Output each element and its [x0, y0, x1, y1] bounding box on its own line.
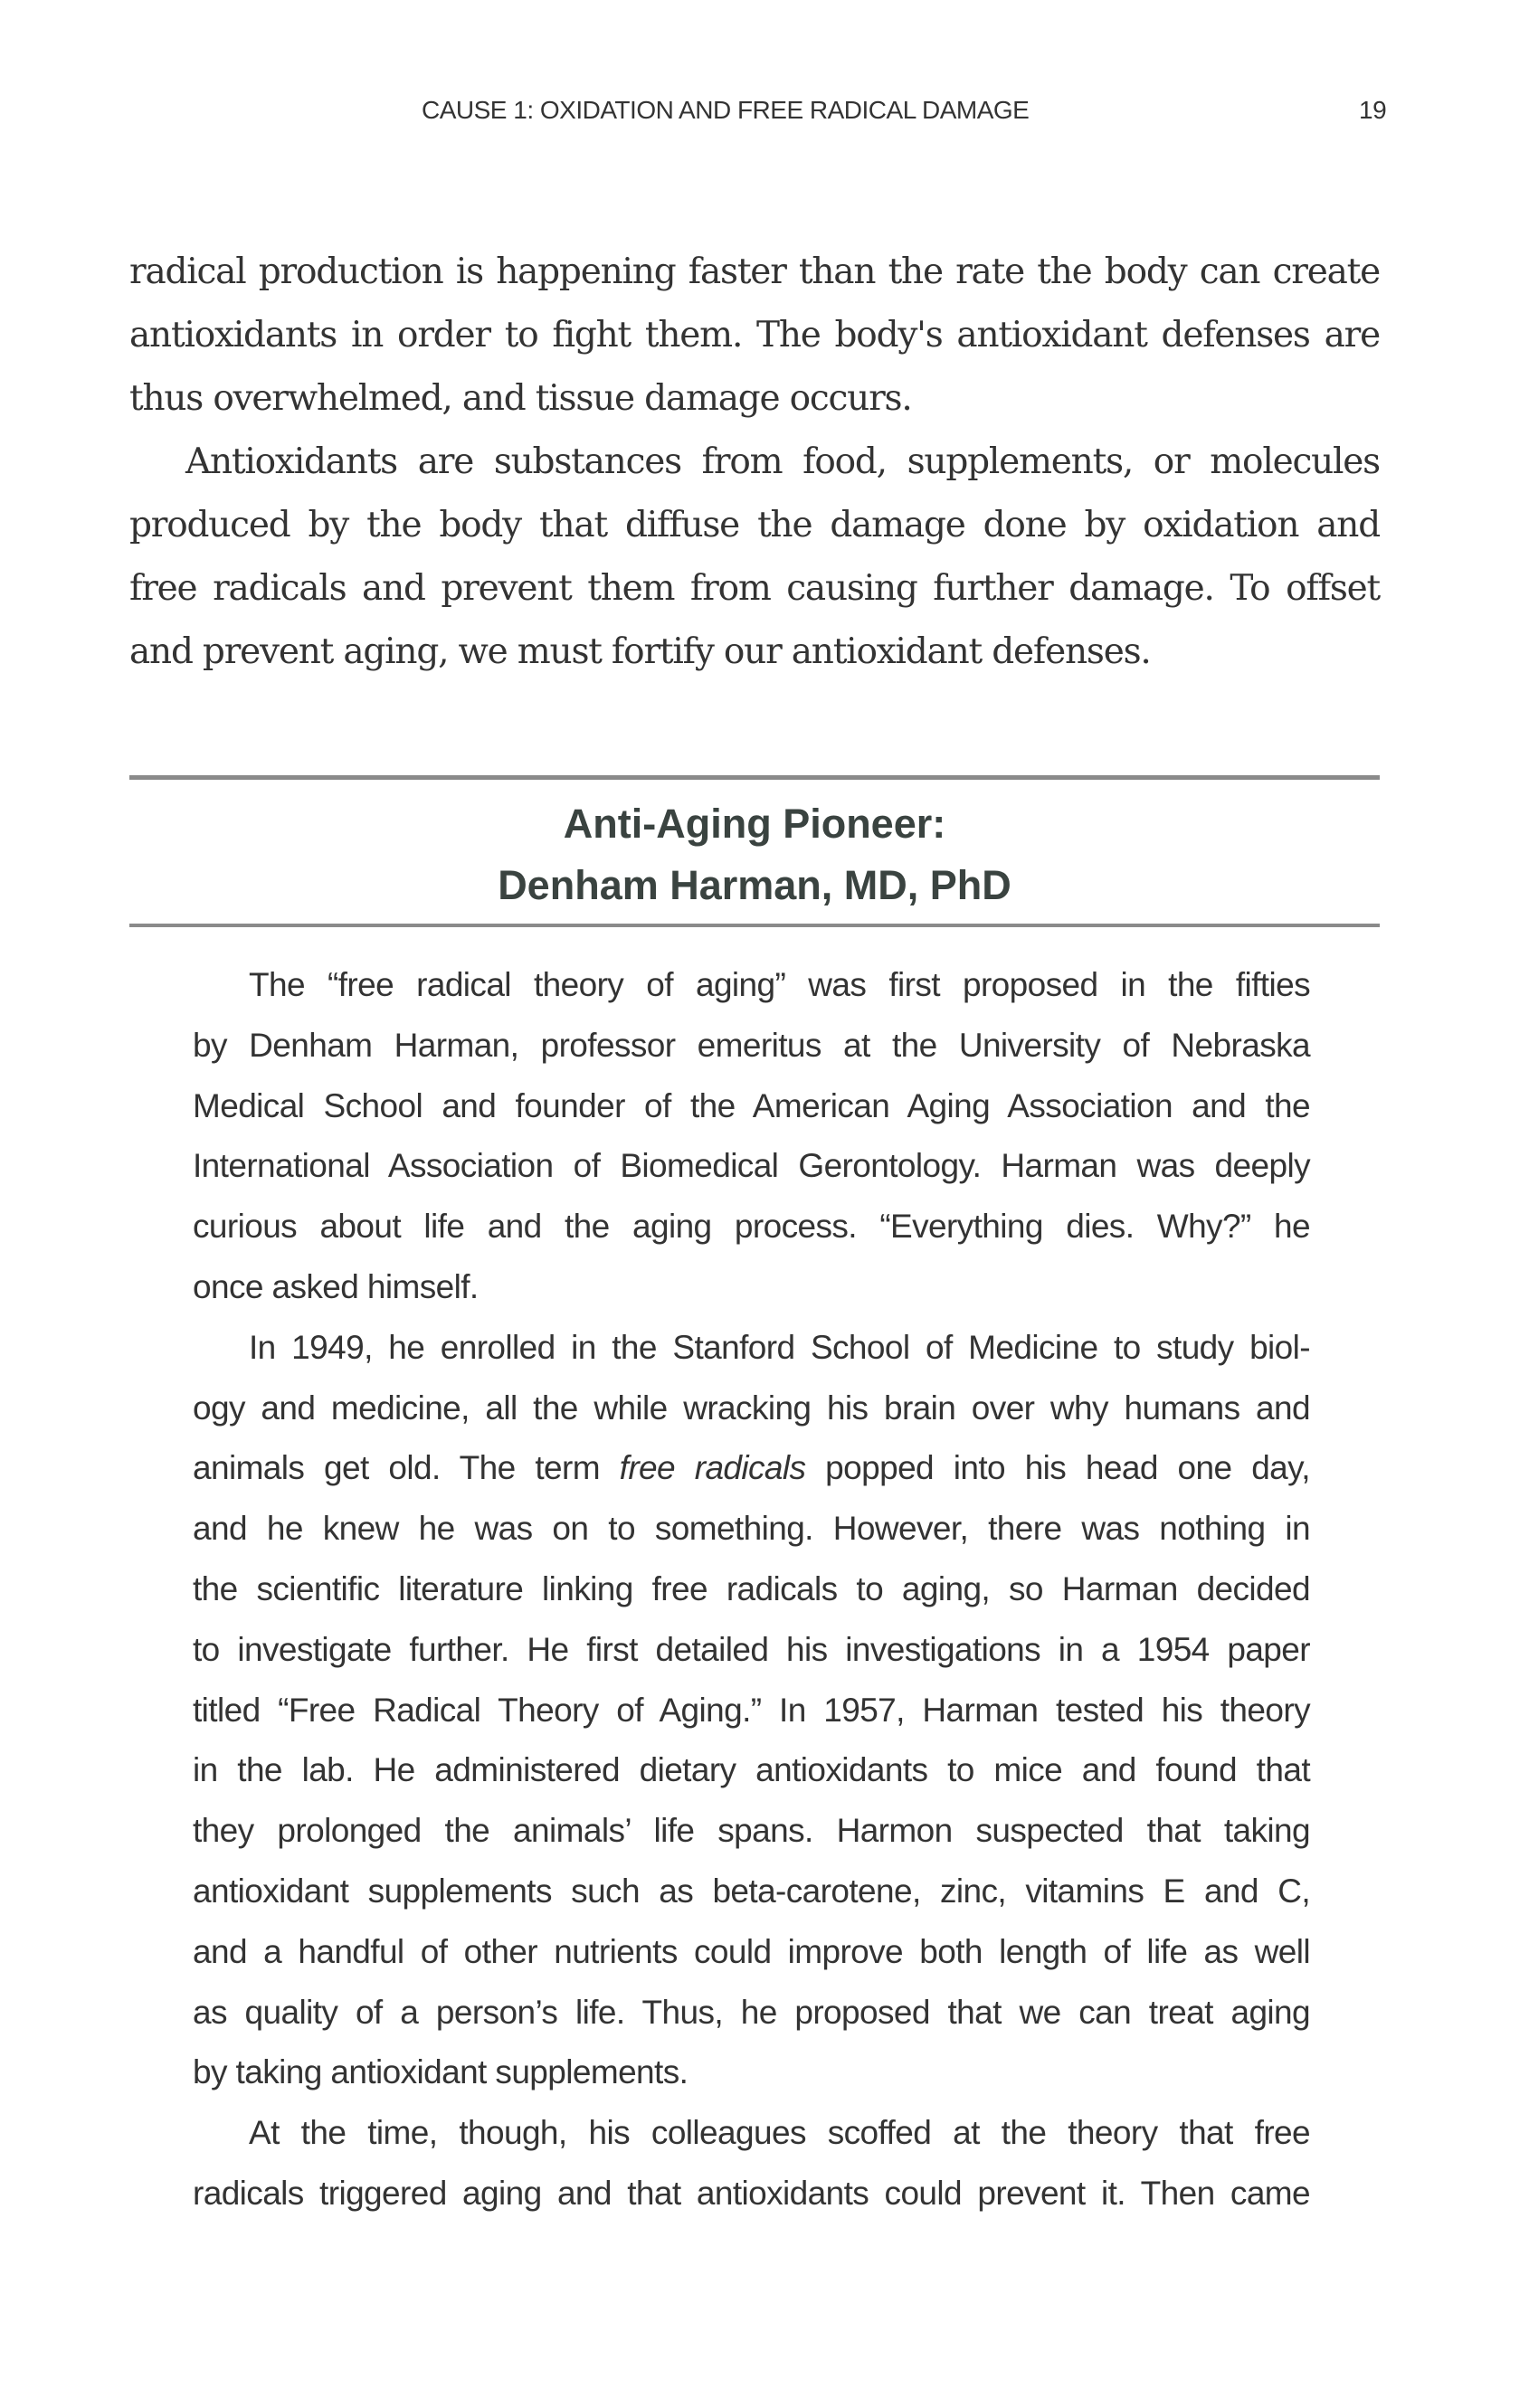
sidebar-line: radicals triggered aging and that antioxidants could prevent it. Then came: [193, 2174, 1310, 2212]
sidebar-top-rule: [129, 775, 1380, 780]
sidebar-line: International Association of Biomedical Gerontology. Harman was deeply: [193, 1147, 1310, 1185]
body-line: and prevent aging, we must fortify our antioxidant defenses.: [129, 631, 1151, 672]
sidebar-text: [193, 955, 1310, 2224]
text: popped into his head one day,: [805, 1449, 1310, 1487]
sidebar-line: curious about life and the aging process. “Everything dies. Why?” he: [193, 1208, 1310, 1246]
sidebar-line: In 1949, he enrolled in the Stanford School of Medicine to study biol-: [249, 1328, 1310, 1366]
italic-term: free radicals: [619, 1449, 806, 1487]
body-line: thus overwhelmed, and tissue damage occurs.: [129, 378, 912, 419]
sidebar-line: by taking antioxidant supplements.: [193, 2053, 689, 2091]
sidebar-line: to investigate further. He first detailed his investigations in a 1954 paper: [193, 1630, 1310, 1668]
sidebar-line: the scientific literature linking free radicals to aging, so Harman decided: [193, 1569, 1310, 1607]
sidebar-bottom-rule: [129, 924, 1380, 927]
sidebar-line: antioxidant supplements such as beta-carotene, zinc, vitamins E and C,: [193, 1872, 1310, 1910]
sidebar-line: and he knew he was on to something. However, there was nothing in: [193, 1510, 1310, 1548]
sidebar-line: by Denham Harman, professor emeritus at the University of Nebraska: [193, 1026, 1310, 1064]
sidebar-line: and a handful of other nutrients could improve both length of life as well: [193, 1932, 1310, 1970]
sidebar-line: [193, 1438, 1310, 1499]
body-line: free radicals and prevent them from causing further damage. To offset: [129, 568, 1380, 609]
sidebar-line: they prolonged the animals’ life spans. Harmon suspected that taking: [193, 1812, 1310, 1850]
sidebar-line: titled “Free Radical Theory of Aging.” In 1957, Harman tested his theory: [193, 1691, 1310, 1729]
body-line: antioxidants in order to fight them. The body's antioxidant defenses are: [129, 315, 1380, 356]
running-header: CAUSE 1: OXIDATION AND FREE RADICAL DAMAGE: [422, 96, 1030, 124]
sidebar-line: Medical School and founder of the American Aging Association and the: [193, 1086, 1310, 1124]
sidebar-line: in the lab. He administered dietary antioxidants to mice and found that: [193, 1751, 1310, 1789]
sidebar-line: once asked himself.: [193, 1267, 479, 1305]
page-number: 19: [1359, 96, 1387, 124]
sidebar-line: ogy and medicine, all the while wracking his brain over why humans and: [193, 1389, 1310, 1427]
body-line: produced by the body that diffuse the damage done by oxidation and: [129, 505, 1380, 545]
text: animals get old. The term: [193, 1449, 620, 1487]
sidebar-subtitle: Denham Harman, MD, PhD: [498, 862, 1011, 908]
sidebar-line: At the time, though, his colleagues scoffed at the theory that free: [249, 2114, 1310, 2152]
sidebar-line: The “free radical theory of aging” was first proposed in the fifties: [249, 966, 1310, 1003]
body-line: radical production is happening faster than the rate the body can create: [129, 251, 1380, 292]
body-line: Antioxidants are substances from food, supplements, or molecules: [185, 441, 1380, 482]
sidebar-line: as quality of a person’s life. Thus, he proposed that we can treat aging: [193, 1993, 1310, 2031]
sidebar-title: Anti-Aging Pioneer:: [563, 801, 946, 847]
body-text: [129, 241, 1380, 684]
